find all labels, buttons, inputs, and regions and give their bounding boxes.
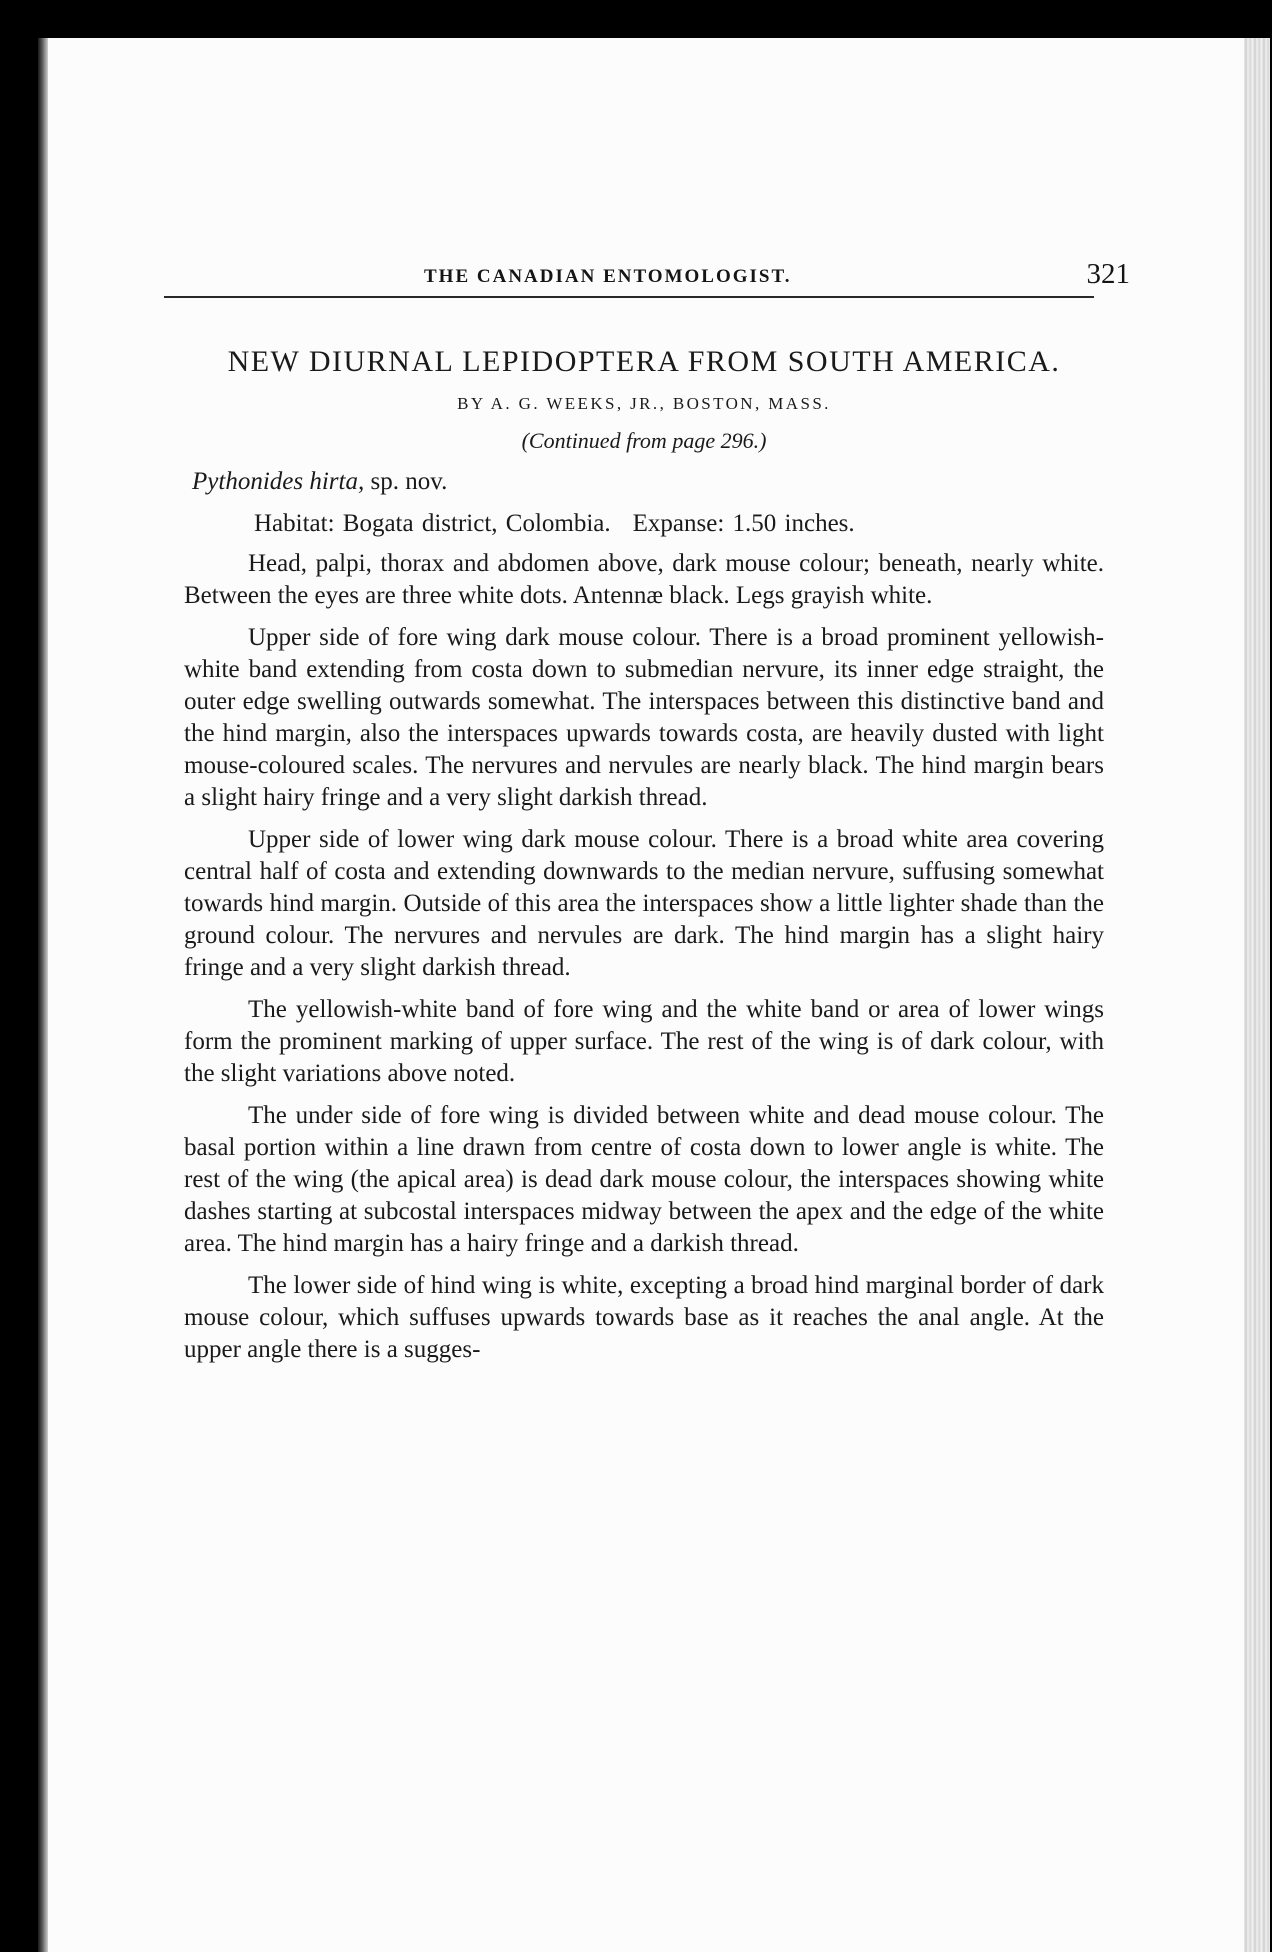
page-right-edge [1244,38,1270,1952]
page-left-edge [38,38,48,1952]
running-head [164,248,1130,308]
species-heading [192,468,1104,496]
page-number: 321 [1086,258,1130,290]
paragraph: Upper side of lower wing dark mouse colour. There is a broad white area covering central half of costa and extending downwards to the median nervure, suffusing somewhat towards hind margin. Outside of this area the interspaces show a little lighter shade than the ground colour. The nervures and nervules are dark. The hind margin has a slight hairy fringe and a very slight darkish thread. [184,826,1104,981]
header-rule [164,296,1094,298]
habitat: Habitat: Bogata district, Colombia. [254,510,611,537]
paragraph: The under side of fore wing is divided between white and dead mouse colour. The basal portion within a line drawn from centre of costa down to lower angle is white. The rest of the wing (the apical area) is dead dark mouse colour, the interspaces showing white dashes starting at subcostal interspaces midway between the apex and the edge of the white area. The hind margin has a hairy fringe and a darkish thread. [184,1102,1104,1257]
byline: BY A. G. WEEKS, JR., BOSTON, MASS. [457,394,831,413]
habitat-line [254,510,1104,538]
page [38,38,1270,1952]
paragraph: Head, palpi, thorax and abdomen above, dark mouse colour; beneath, nearly white. Between the eyes are three white dots. Antennæ black. Legs grayish white. [184,550,1104,609]
journal-title: THE CANADIAN ENTOMOLOGIST. [424,266,792,287]
expanse: Expanse: 1.50 inches. [632,510,855,537]
paragraph: The yellowish-white band of fore wing and the white band or area of lower wings form the prominent marking of upper surface. The rest of the wing is of dark colour, with the slight variations above noted. [184,996,1104,1087]
paragraph: Upper side of fore wing dark mouse colour. There is a broad prominent yellowish-white band extending from costa down to submedian nervure, its inner edge straight, the outer edge swelling outwards somewhat. The interspaces between this distinctive band and the hind margin, also the interspaces upwards towards costa, are heavily dusted with light mouse-coloured scales. The nervures and nervules are nearly black. The hind margin bears a slight hairy fringe and a very slight darkish thread. [184,624,1104,811]
article-title: NEW DIURNAL LEPIDOPTERA FROM SOUTH AMERICA. [227,345,1061,378]
continued-note: (Continued from page 296.) [521,428,767,453]
paragraph: The lower side of hind wing is white, excepting a broad hind marginal border of dark mouse colour, which suffuses upwards towards base as it reaches the anal angle. At the upper angle there is a sugges- [184,1272,1104,1363]
article [184,314,1104,1366]
species-suffix: sp. nov. [364,468,448,495]
species-name: Pythonides hirta, [192,468,365,495]
